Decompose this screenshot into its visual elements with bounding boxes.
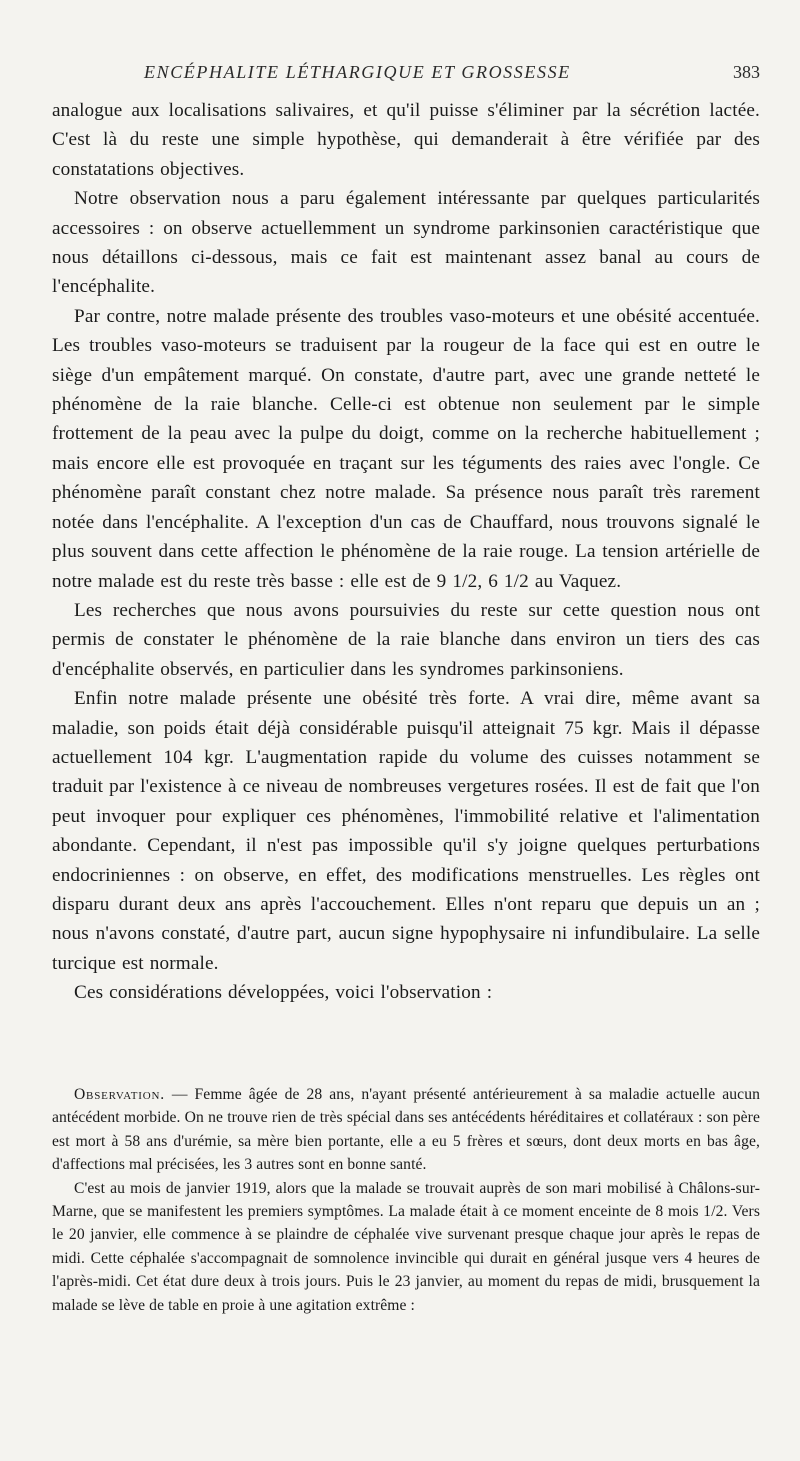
observation-section (52, 1083, 760, 1317)
paragraph: analogue aux localisations salivaires, et qu'il puisse s'éliminer par la sécrétion lactée. C'est là du reste une simple hypothèse, qui demanderait à être vérifiée par des constatations objectives. (52, 100, 760, 180)
paragraph: Notre observation nous a paru également intéressante par quelques particularités accessoires : on observe actuellemment un syndrome parkinsonien caractéristique que nous détaillons ci-dessous, mais ce fait est maintenant assez banal au cours de l'encéphalite. (52, 188, 760, 298)
observation-label: Observation. (74, 1086, 165, 1103)
paragraph: Ces considérations développées, voici l'observation : (74, 982, 493, 1004)
page-header (52, 62, 760, 86)
running-title: ENCÉPHALITE LÉTHARGIQUE ET GROSSESSE (144, 62, 571, 82)
paragraph: Les recherches que nous avons poursuivies du reste sur cette question nous ont permis de constater le phénomène de la raie blanche dans environ un tiers des cas d'encéphalite observés, en particulier dans les syndromes parkinsoniens. (52, 599, 760, 680)
main-text (52, 96, 760, 1008)
observation-paragraph (52, 1083, 760, 1177)
page-number: 383 (733, 62, 760, 82)
paragraph: Par contre, notre malade présente des troubles vaso-moteurs et une obésité accentuée. Les troubles vaso-moteurs se traduisent par la rougeur de la face qui est en outre le siège d'un empâtement marqué. On constate, d'autre part, avec une grande netteté le phénomène de la raie blanche. Celle-ci est obtenue non seulement par le simple frottement de la peau avec la pulpe du doigt, comme on la recherche habituellement ; mais encore elle est provoquée en traçant sur les téguments des raies avec l'ongle. Ce phénomène paraît constant chez notre malade. Sa présence nous paraît très rarement notée dans l'encéphalite. A l'exception d'un cas de Chauffard, nous trouvons signalé le plus souvent dans cette affection le phénomène de la raie rouge. La tension artérielle de notre malade est du reste très basse : elle est de 9 1/2, 6 1/2 au Vaquez. (52, 305, 760, 592)
observation-paragraph: C'est au mois de janvier 1919, alors que la malade se trouvait auprès de son mari mobilisé à Châlons-sur-Marne, que se manifestent les premiers symptômes. La malade était à ce moment enceinte de 8 mois 1/2. Vers le 20 janvier, elle commence à se plaindre de céphalée vive survenant presque chaque jour après le repas de midi. Cette céphalée s'accompagnait de somnolence invincible qui durait en général jusque vers 4 heures de l'après-midi. Cet état dure deux à trois jours. Puis le 23 janvier, au moment du repas de midi, brusquement la malade se lève de table en proie à une agitation extrême : (52, 1179, 760, 1314)
paragraph: Enfin notre malade présente une obésité très forte. A vrai dire, même avant sa maladie, son poids était déjà considérable puisqu'il atteignait 75 kgr. Mais il dépasse actuellement 104 kgr. L'augmentation rapide du volume des cuisses notamment se traduit par l'existence à ce niveau de nombreuses vergetures rosées. Il est de fait que l'on peut invoquer pour expliquer ces phénomènes, l'immobilité relative et l'alimentation abondante. Cependant, il n'est pas impossible qu'il s'y joigne quelques perturbations endocriniennes : on observe, en effet, des modifications menstruelles. Les règles ont disparu durant deux ans après l'accouchement. Elles n'ont reparu que depuis un an ; nous n'avons constaté, d'autre part, aucun signe hypophysaire ni infundibulaire. La selle turcique est normale. (52, 688, 760, 974)
observation-text: — Femme âgée de 28 ans, n'ayant présenté antérieurement à sa maladie actuelle aucun antécédent morbide. On ne trouve rien de très spécial dans ses antécédents héréditaires et collatéraux : son père est mort à 58 ans d'urémie, sa mère bien portante, elle a eu 5 frères et sœurs, dont deux morts en bas âge, d'affections mal précisées, les 3 autres sont en bonne santé. (52, 1086, 760, 1174)
